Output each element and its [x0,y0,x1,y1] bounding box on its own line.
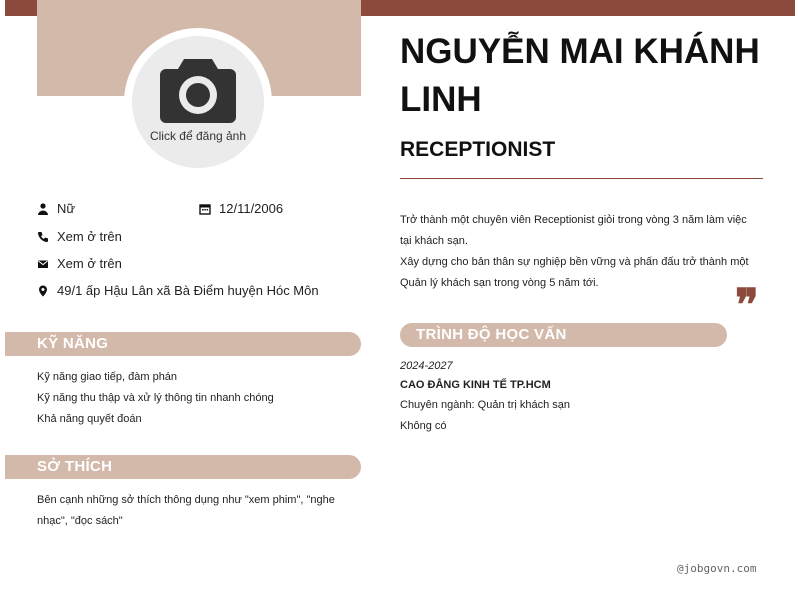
education-title: TRÌNH ĐỘ HỌC VẤN [416,326,567,343]
objective-line: Xây dựng cho bản thân sự nghiệp bền vững và phấn đấu trở thành một [400,256,749,268]
envelope-icon [37,258,49,270]
gender-row [37,201,75,216]
camera-icon[interactable] [158,55,238,125]
location-pin-icon [37,285,49,297]
calendar-icon [199,203,211,215]
hobbies-text [37,490,335,532]
person-icon [37,203,49,215]
title-divider [400,178,763,179]
quote-mark-icon: ❞ [735,280,759,331]
upload-photo-caption[interactable]: Click để đăng ảnh [149,129,247,143]
hobbies-header [5,455,361,479]
education-period: 2024-2027 [400,360,453,372]
gender-value: Nữ [57,201,76,216]
education-header [400,323,727,347]
list-item: Kỹ năng thu thập và xử lý thông tin nhanh chóng [37,392,274,404]
birthday-row [199,201,283,216]
birthday-value: 12/11/2006 [219,201,284,216]
hobbies-line: nhạc", "đọc sách" [37,515,123,527]
email-row [37,256,122,271]
skills-list [37,367,274,430]
phone-icon [37,231,49,243]
education-entry [400,357,570,437]
phone-value: Xem ở trên [57,229,122,244]
objective-line: Quản lý khách sạn trong vòng 5 năm tới. [400,277,599,289]
hobbies-line: Bên cạnh những sở thích thông dụng như "xem phim", "nghe [37,494,335,506]
objective-line: tại khách sạn. [400,235,468,247]
education-major: Chuyên ngành: Quản trị khách sạn [400,399,571,411]
career-objective [400,210,749,294]
education-school: CAO ĐẲNG KINH TẾ TP.HCM [400,379,551,391]
email-value: Xem ở trên [57,256,122,271]
list-item: Kỹ năng giao tiếp, đàm phán [37,371,178,383]
watermark: @jobgovn.com [677,562,757,575]
hobbies-title: SỞ THÍCH [37,458,113,475]
education-note: Không có [400,420,447,432]
candidate-name: NGUYỄN MAI KHÁNH LINH [400,32,760,119]
address-row [37,283,319,298]
list-item: Khả năng quyết đoán [37,413,142,425]
job-title: RECEPTIONIST [400,138,556,161]
phone-row [37,229,122,244]
objective-line: Trở thành một chuyên viên Receptionist giỏi trong vòng 3 năm làm việc [400,214,747,226]
skills-header [5,332,361,356]
address-value: 49/1 ấp Hậu Lân xã Bà Điểm huyện Hóc Môn [57,283,319,298]
skills-title: KỸ NĂNG [37,335,109,352]
